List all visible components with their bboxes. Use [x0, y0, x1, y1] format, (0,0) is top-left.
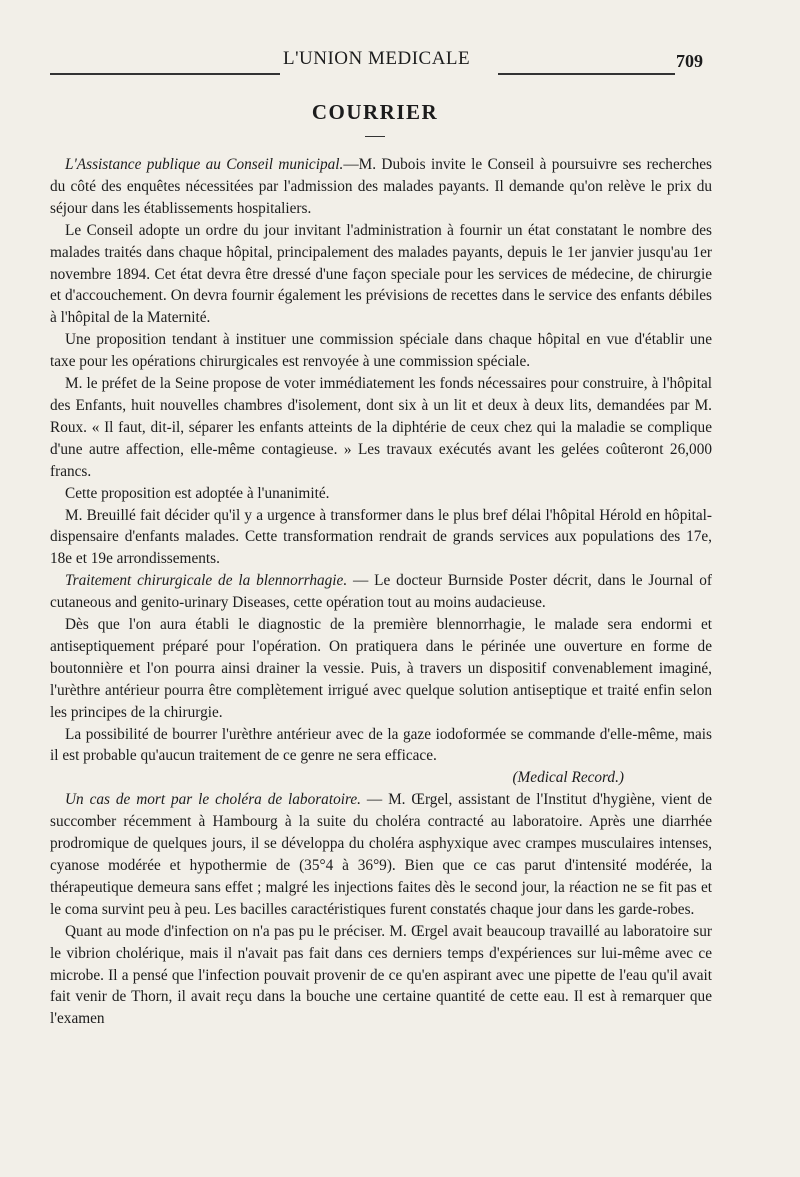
article-title: Un cas de mort par le choléra de laboratoire. — [65, 791, 361, 809]
page-number: 709 — [676, 51, 703, 71]
paragraph-text: — Le docteur Burnside Poster décrit, dans le Journal of cutaneous and genito-urinary Diseases, cette opération tout au moins audacieuse. — [50, 572, 712, 612]
paragraph: Dès que l'on aura établi le diagnostic de la première blennorrhagie, le malade sera endormi et antiseptiquement préparé pour l'opération. On pratiquera dans le périnée une ouverture en forme de boutonnière et l'on pourra ainsi drainer la vessie. Puis, à travers un dispositif convenablement imaginé, l'urèthre antérieur pourra être complètement irrigué avec quelque solution antiseptique et traité enfin selon les principes de la chirurgie. — [50, 616, 712, 721]
section-title: COURRIER — [311, 100, 439, 124]
journal-name: L'UNION MEDICALE — [283, 48, 471, 69]
running-head — [0, 48, 800, 78]
paragraph: M. Breuillé fait décider qu'il y a urgence à transformer dans le plus bref délai l'hôpital Hérold en hôpital-dispensaire d'enfants malades. Cette transformation rendrait de grands services aux populations des 17e, 18e et 19e arrondissements. — [50, 506, 712, 568]
body-text — [50, 154, 712, 1030]
article-assistance-publique — [50, 154, 712, 570]
article-traitement-blennorrhagie — [50, 570, 712, 789]
header-rule-left — [50, 73, 280, 75]
paragraph — [50, 154, 712, 220]
paragraph — [50, 570, 712, 614]
paragraph: M. le préfet de la Seine propose de voter immédiatement les fonds nécessaires pour construire, à l'hôpital des Enfants, huit nouvelles chambres d'isolement, dont six à un lit et deux à deux lits, demandées par M. Roux. « Il faut, dit-il, séparer les enfants atteints de la diphtérie de ceux chez qui la maladie se complique d'une autre affection, elle-même contagieuse. » Les travaux exécutés avant les gelées coûteront 26,000 francs. — [50, 375, 712, 480]
paragraph: Cette proposition est adoptée à l'unanimité. — [65, 484, 330, 502]
article-title: Traitement chirurgicale de la blennorrhagie. — [65, 572, 348, 590]
paragraph: La possibilité de bourrer l'urèthre antérieur avec de la gaze iodoformée se commande d'elle-même, mais il est probable qu'aucun traitement de ce genre ne sera efficace. — [50, 725, 712, 765]
paragraph: Quant au mode d'infection on n'a pas pu le préciser. M. Œrgel avait beaucoup travaillé au laboratoire sur le vibrion cholérique, mais il n'avait pas fait dans ces derniers temps d'expériences sur lui-même avec ce microbe. Il a pensé que l'infection pouvait provenir de ce qu'en aspirant avec une pipette de l'eau qu'il avait fait venir de Thorn, il avait reçu dans la bouche une certaine quantité de cette eau. Il est à remarquer que l'examen — [50, 922, 712, 1028]
paragraph-text: —M. Dubois invite le Conseil à poursuivre ses recherches du côté des enquêtes nécessitées par l'admission des malades payants. Il demande qu'on relève le prix du séjour dans les établissements hospitaliers. — [50, 156, 713, 217]
paragraph — [50, 789, 712, 920]
paragraph: Le Conseil adopte un ordre du jour invitant l'administration à fournir un état constatant le nombre des malades traités dans chaque hôpital, principalement des malades payants, depuis le 1er janvier jusqu'au 1er novembre 1894. Cet état devra être dressé d'une façon speciale pour les services de médecine, de chirurgie et d'accouchement. On devra fournir également les prévisions de recettes dans le service des enfants débiles à l'hôpital de la Maternité. — [50, 221, 712, 327]
article-title: L'Assistance publique au Conseil municipal. — [65, 156, 344, 173]
paragraph: Une proposition tendant à instituer une commission spéciale dans chaque hôpital en vue d'établir une taxe pour les opérations chirurgicales est renvoyée à une commission spéciale. — [50, 331, 712, 371]
header-rule-right — [498, 73, 675, 75]
paragraph-text: — M. Œrgel, assistant de l'Institut d'hygiène, vient de succomber récemment à Hambourg à la suite du choléra contracté au laboratoire. Après une diarrhée prodromique de quelques jours, il se développa du choléra asphyxique avec crampes musculaires intenses, cyanose modérée et hypothermie de (35°4 à 36°9). Bien que ce cas parut d'intensité modérée, la thérapeutique demeura sans effet ; malgré les injections faites dès le second jour, la réaction ne se fit pas et le coma survint peu à peu. Les bacilles caractéristiques furent constatés chaque jour dans les garde-robes. — [50, 791, 712, 918]
article-cholera-laboratoire — [50, 789, 712, 1030]
title-dash — [365, 136, 385, 137]
source-attribution: (Medical Record.) — [512, 769, 624, 787]
